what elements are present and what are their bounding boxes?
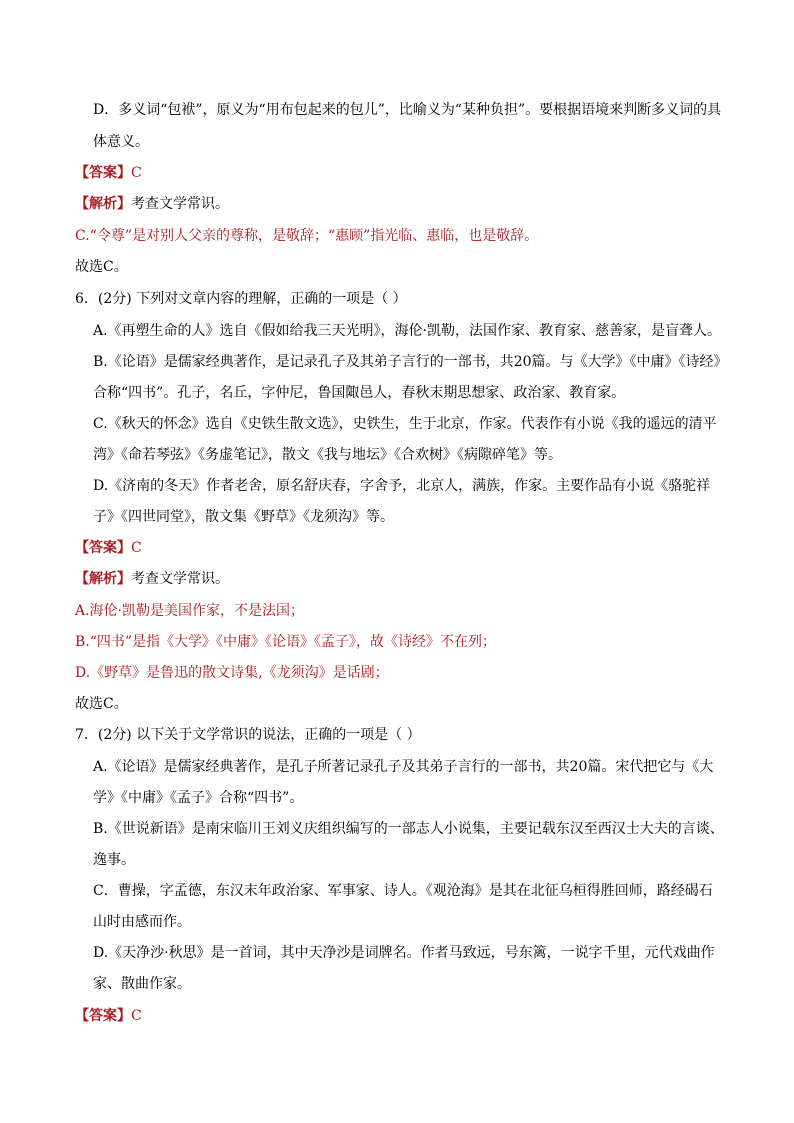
q6-option-d-line1: D.《济南的冬天》作者老舍，原名舒庆春，字舍予，北京人，满族，作家。主要作品有小说《骆驼祥	[93, 478, 711, 494]
q7-option-b-line2: 逸事。	[93, 852, 135, 868]
answer-value: C	[131, 165, 142, 181]
q6-option-b-line2: 合称“四书”。孔子，名丘，字仲尼，鲁国陬邑人，春秋末期思想家、政治家、教育家。	[93, 385, 626, 401]
q7-option-b-line1: B.《世说新语》是南宋临川王刘义庆组织编写的一部志人小说集，主要记载东汉至西汉士大夫的言谈、	[93, 821, 724, 837]
q6-option-c-line2: 湾》《命若琴弦》《务虚笔记》，散文《我与地坛》《合欢树》《病隙碎笔》等。	[93, 447, 562, 463]
q5-explain-c: C.“令尊”是对别人父亲的尊称，是敬辞；“惠顾”指光临、惠临，也是敬辞。	[75, 228, 539, 244]
answer-value: C	[131, 540, 142, 556]
q6-option-b-line1: B.《论语》是儒家经典著作，是记录孔子及其弟子言行的一部书，共20篇。与《大学》《中庸》《诗经》	[93, 354, 728, 370]
analysis-text: 考查文学常识。	[131, 196, 229, 212]
q6-analysis	[75, 569, 229, 589]
q7-stem: 7．(2分) 以下关于文学常识的说法，正确的一项是（ ）	[75, 727, 421, 743]
q6-stem: 6．(2分) 下列对文章内容的理解，正确的一项是（ ）	[75, 291, 407, 307]
q6-option-d-line2: 子》《四世同堂》，散文集《野草》《龙须沟》等。	[93, 509, 394, 525]
answer-tag: 【答案】	[75, 165, 131, 181]
answer-tag: 【答案】	[75, 540, 131, 556]
answer-tag: 【答案】	[75, 1008, 131, 1024]
q6-option-c-line1: C.《秋天的怀念》选自《史铁生散文选》，史铁生，生于北京，作家。代表作有小说《我的遥远的清平	[93, 416, 717, 432]
q6-option-a: A.《再塑生命的人》选自《假如给我三天光明》，海伦·凯勒，法国作家、教育家、慈善家，是盲聋人。	[93, 323, 722, 339]
q5-option-d-line1: D．多义词“包袱”，原义为“用布包起来的包儿”，比喻义为“某种负担”。要根据语境来判断多义词的具	[93, 102, 722, 118]
q6-explain-b: B.“四书”是指《大学》《中庸》《论语》《孟子》，故《诗经》不在列；	[75, 634, 497, 650]
q5-answer	[75, 163, 142, 183]
q7-option-a-line2: 学》《中庸》《孟子》合称“四书”。	[93, 790, 304, 806]
analysis-tag: 【解析】	[75, 196, 131, 212]
q7-answer	[75, 1006, 142, 1026]
q7-option-d-line1: D.《天净沙·秋思》是一首词，其中天净沙是词牌名。作者马致远，号东篱，一说字千里，元代戏曲作	[93, 945, 715, 961]
analysis-tag: 【解析】	[75, 571, 131, 587]
q5-conclusion: 故选C。	[75, 259, 128, 275]
q7-option-c-line1: C．曹操，字孟德，东汉末年政治家、军事家、诗人。《观沧海》是其在北征乌桓得胜回师，路经碣石	[93, 883, 713, 899]
q6-explain-a: A.海伦·凯勒是美国作家，不是法国；	[75, 603, 305, 619]
q5-option-d-line2: 体意义。	[93, 134, 149, 150]
q6-answer	[75, 538, 142, 558]
q7-option-a-line1: A.《论语》是儒家经典著作，是孔子所著记录孔子及其弟子言行的一部书，共20篇。宋代把它与《大	[93, 759, 714, 775]
q7-option-d-line2: 家、散曲作家。	[93, 976, 191, 992]
q7-option-c-line2: 山时由感而作。	[93, 914, 191, 930]
q5-analysis	[75, 194, 229, 214]
answer-value: C	[131, 1008, 142, 1024]
analysis-text: 考查文学常识。	[131, 571, 229, 587]
q6-explain-d: D.《野草》是鲁迅的散文诗集,《龙须沟》是话剧；	[75, 665, 389, 681]
q6-conclusion: 故选C。	[75, 696, 128, 712]
